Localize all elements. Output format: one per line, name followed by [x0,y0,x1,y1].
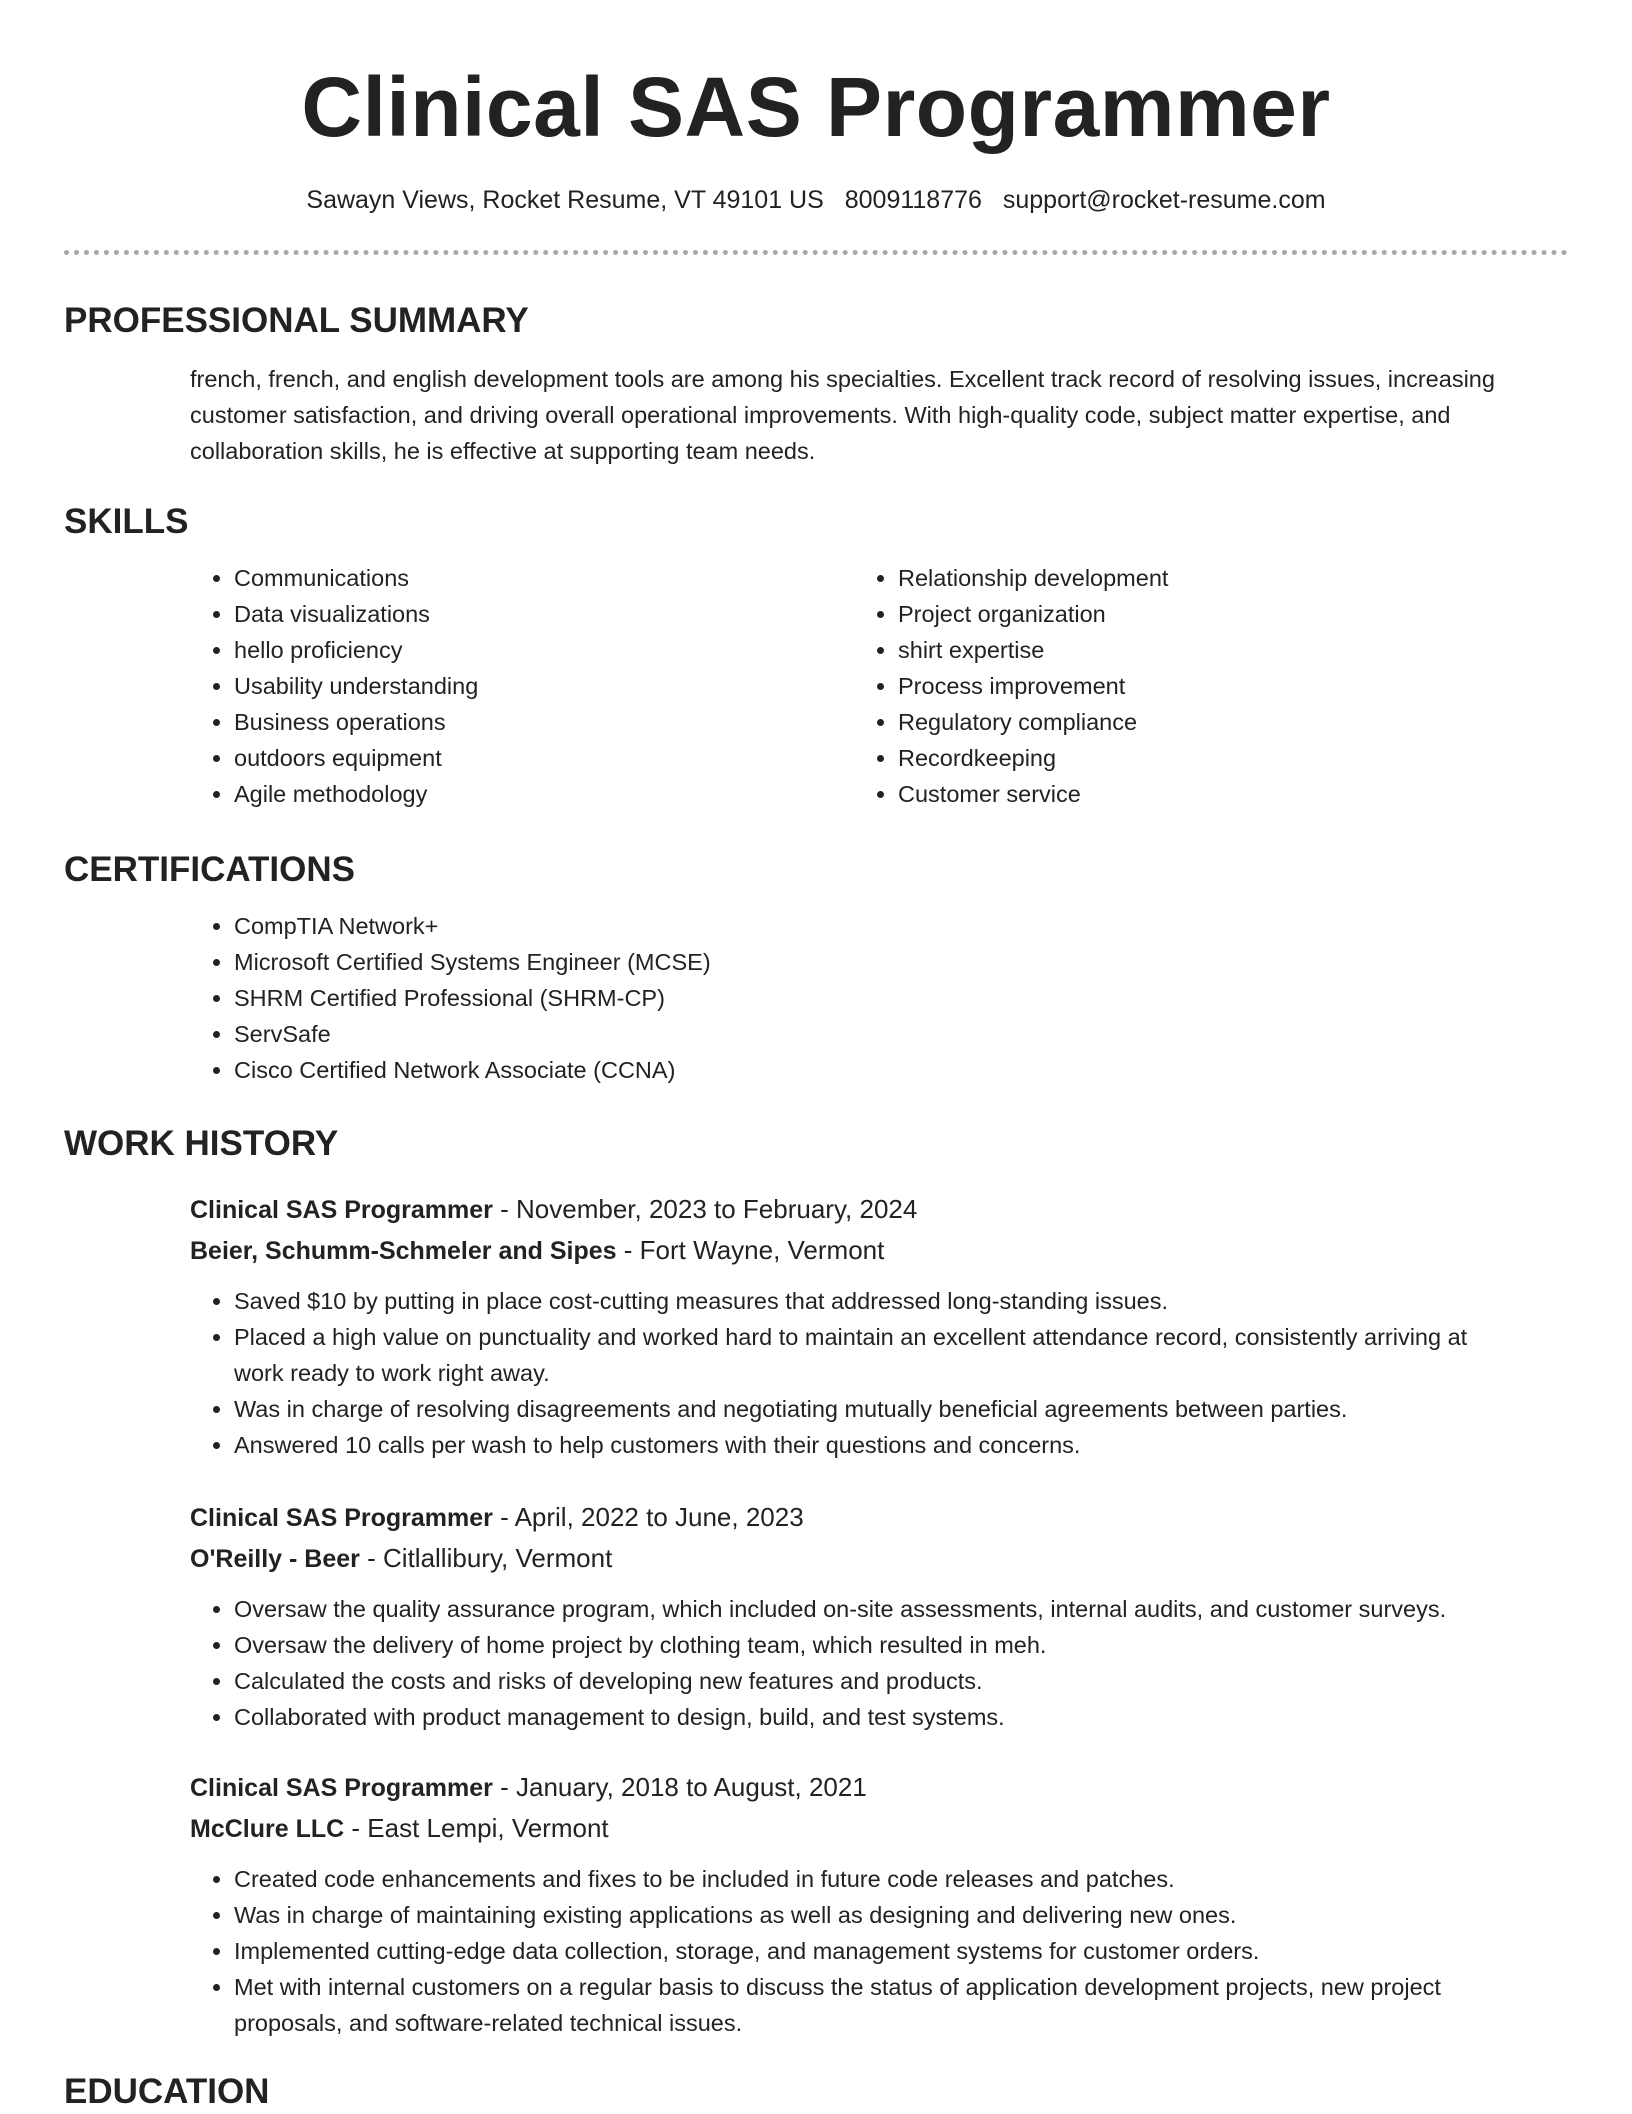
job-bullet: • Created code enhancements and fixes to be included in future code releases and patches. [234,1861,1518,1897]
job-bullet: • Oversaw the delivery of home project by clothing team, which resulted in meh. [234,1627,1518,1663]
skill-item: • Agile methodology [234,776,854,812]
section-title-skills: SKILLS [64,502,189,541]
skill-item: • Project organization [898,596,1518,632]
contact-line [0,182,1632,218]
certification-item: • SHRM Certified Professional (SHRM-CP) [234,980,1518,1016]
job-entry [64,1767,1568,2041]
job-company-line [190,1808,1518,1849]
job-location: - Fort Wayne, Vermont [623,1235,885,1265]
job-role: Clinical SAS Programmer [190,1504,493,1532]
skill-item: • hello proficiency [234,632,854,668]
job-bullet: • Placed a high value on punctuality and worked hard to maintain an excellent attendance record, consistently arriving at work ready to work right away. [234,1319,1518,1391]
job-dates: - November, 2023 to February, 2024 [500,1194,918,1224]
skill-item: • Regulatory compliance [898,704,1518,740]
certifications-section [64,848,1568,1088]
skill-item: • Usability understanding [234,668,854,704]
job-company: McClure LLC [190,1815,345,1843]
job-location: - East Lempi, Vermont [351,1813,609,1843]
job-company-line [190,1538,1518,1579]
summary-text: french, french, and english development tools are among his specialties. Excellent track record of resolving issues, increasing customer satisfaction, and driving overall operational improvements. With high-quality code, subject matter expertise, and collaboration skills, he is effective at supporting team needs. [190,366,1495,464]
job-bullets [190,1861,1518,2041]
contact-phone: 8009118776 [844,186,982,214]
job-title-line [190,1497,1518,1538]
job-company: O'Reilly - Beer [190,1545,360,1573]
summary-section [64,299,1568,469]
job-entry [64,1189,1568,1463]
job-bullet: • Oversaw the quality assurance program, which included on-site assessments, internal audits, and customer surveys. [234,1591,1518,1627]
skill-item: • shirt expertise [898,632,1518,668]
skill-item: • Recordkeeping [898,740,1518,776]
certification-item: • Microsoft Certified Systems Engineer (MCSE) [234,944,1518,980]
job-bullet: • Collaborated with product management to design, build, and test systems. [234,1699,1518,1735]
job-bullet: • Saved $10 by putting in place cost-cutting measures that addressed long-standing issues. [234,1283,1518,1319]
job-entry [64,1497,1568,1735]
skill-item: • outdoors equipment [234,740,854,776]
job-role: Clinical SAS Programmer [190,1774,493,1802]
education-section [64,2070,1568,2114]
contact-email: support@rocket-resume.com [1002,186,1326,214]
work-history-section [64,1122,1568,1166]
job-bullet: • Was in charge of resolving disagreements and negotiating mutually beneficial agreements between parties. [234,1391,1518,1427]
job-bullet: • Implemented cutting-edge data collection, storage, and management systems for customer orders. [234,1933,1518,1969]
skill-item: • Communications [234,560,854,596]
skills-list-left [190,560,854,812]
job-bullet: • Calculated the costs and risks of developing new features and products. [234,1663,1518,1699]
job-title-line [190,1189,1518,1230]
section-title-work-history: WORK HISTORY [64,1124,339,1163]
job-bullets [190,1283,1518,1463]
skill-item: • Data visualizations [234,596,854,632]
resume-header [0,52,1632,218]
skills-section [64,500,1568,812]
job-bullets [190,1591,1518,1735]
section-title-certifications: CERTIFICATIONS [64,850,356,889]
job-dates: - January, 2018 to August, 2021 [500,1772,867,1802]
skill-item: • Process improvement [898,668,1518,704]
job-company: Beier, Schumm-Schmeler and Sipes [190,1237,617,1265]
certification-item: • Cisco Certified Network Associate (CCNA) [234,1052,1518,1088]
job-role: Clinical SAS Programmer [190,1196,493,1224]
job-location: - Citlallibury, Vermont [367,1543,613,1573]
job-bullet: • Answered 10 calls per wash to help customers with their questions and concerns. [234,1427,1518,1463]
job-bullet: • Was in charge of maintaining existing applications as well as designing and delivering new ones. [234,1897,1518,1933]
job-bullet: • Met with internal customers on a regular basis to discuss the status of application development projects, new project proposals, and software-related technical issues. [234,1969,1518,2041]
skill-item: • Business operations [234,704,854,740]
skill-item: • Relationship development [898,560,1518,596]
section-title-education: EDUCATION [64,2072,270,2111]
candidate-name: Clinical SAS Programmer [301,60,1331,154]
header-divider [64,250,1568,255]
skill-item: • Customer service [898,776,1518,812]
job-dates: - April, 2022 to June, 2023 [500,1502,804,1532]
job-company-line [190,1230,1518,1271]
certification-item: • ServSafe [234,1016,1518,1052]
certification-item: • CompTIA Network+ [234,908,1518,944]
contact-address: Sawayn Views, Rocket Resume, VT 49101 US [306,186,824,214]
certifications-list [190,908,1518,1088]
job-title-line [190,1767,1518,1808]
section-title-summary: PROFESSIONAL SUMMARY [64,301,529,340]
skills-list-right [854,560,1518,812]
